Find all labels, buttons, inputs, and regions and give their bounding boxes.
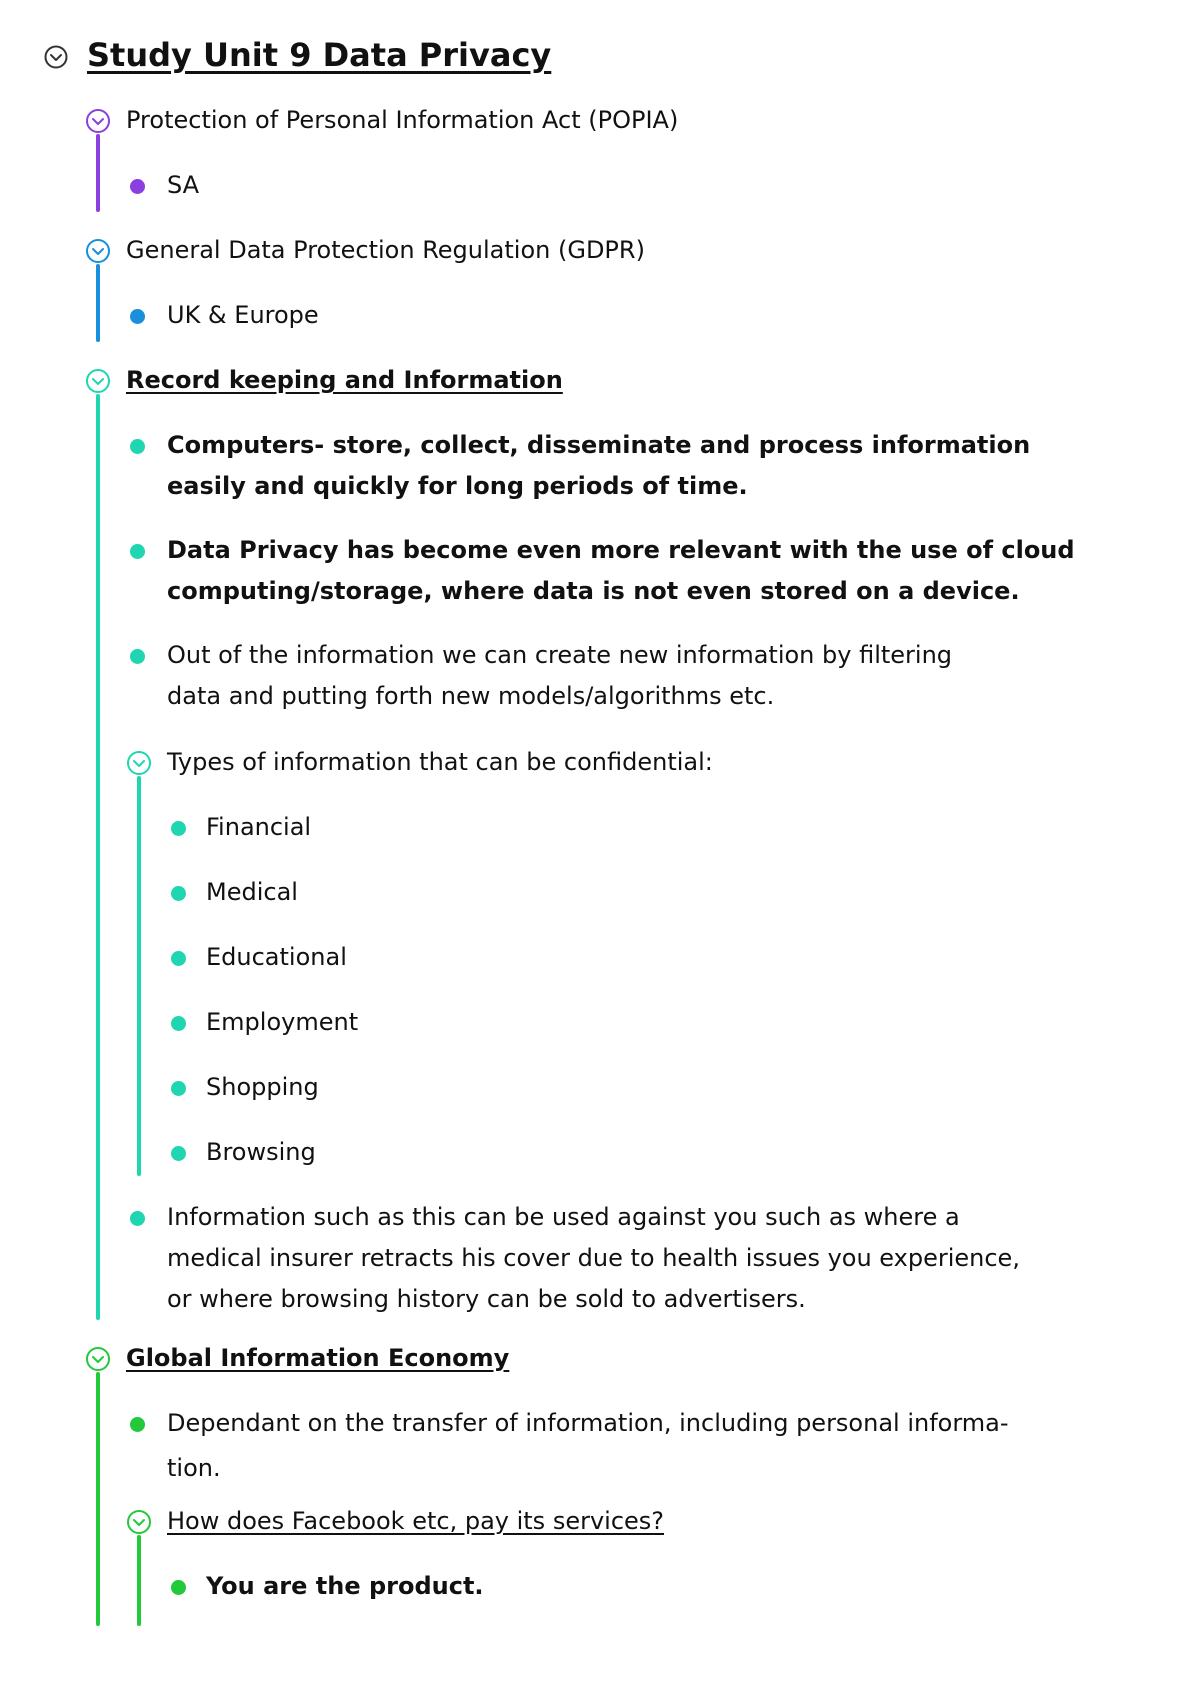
record-bullet-4-line-2: medical insurer retracts his cover due to health issues you experience, xyxy=(167,1244,1020,1272)
types-heading: Types of information that can be confidential: xyxy=(167,748,713,776)
collapse-toggle-icon[interactable] xyxy=(44,45,68,69)
bullet-icon xyxy=(130,649,145,664)
record-bullet-3-line-2: data and putting forth new models/algorithms etc. xyxy=(167,682,775,710)
list-item: Shopping xyxy=(206,1073,319,1101)
bullet-icon xyxy=(130,179,145,194)
popia-connector-line xyxy=(96,134,100,212)
collapse-toggle-icon[interactable] xyxy=(126,750,152,776)
collapse-toggle-icon[interactable] xyxy=(85,238,111,264)
list-item: Educational xyxy=(206,943,347,971)
collapse-toggle-icon[interactable] xyxy=(85,368,111,394)
global-connector-line xyxy=(96,1372,100,1626)
record-bullet-1-line-1: Computers- store, collect, disseminate and process information xyxy=(167,431,1031,459)
global-bullet-1-line-2: tion. xyxy=(167,1454,221,1482)
list-item: Employment xyxy=(206,1008,359,1036)
gdpr-connector-line xyxy=(96,264,100,342)
record-bullet-1-line-2: easily and quickly for long periods of time. xyxy=(167,472,748,500)
bullet-icon xyxy=(171,951,186,966)
bullet-icon xyxy=(130,309,145,324)
record-connector-line xyxy=(96,394,100,1320)
bullet-icon xyxy=(171,1016,186,1031)
list-item: You are the product. xyxy=(206,1572,484,1600)
list-item: SA xyxy=(167,171,200,199)
list-item: Browsing xyxy=(206,1138,316,1166)
facebook-heading: How does Facebook etc, pay its services? xyxy=(167,1507,665,1535)
record-heading: Record keeping and Information xyxy=(126,366,563,394)
list-item: Medical xyxy=(206,878,298,906)
gdpr-heading: General Data Protection Regulation (GDPR) xyxy=(126,236,645,264)
bullet-icon xyxy=(130,439,145,454)
global-bullet-1-line-1: Dependant on the transfer of information, including personal informa- xyxy=(167,1409,1009,1437)
bullet-icon xyxy=(171,1580,186,1595)
collapse-toggle-icon[interactable] xyxy=(126,1509,152,1535)
facebook-connector-line xyxy=(137,1535,141,1626)
bullet-icon xyxy=(130,1211,145,1226)
global-heading: Global Information Economy xyxy=(126,1344,510,1372)
record-bullet-4-line-1: Information such as this can be used against you such as where a xyxy=(167,1203,960,1231)
bullet-icon xyxy=(130,1417,145,1432)
bullet-icon xyxy=(171,1081,186,1096)
record-bullet-2-line-2: computing/storage, where data is not even stored on a device. xyxy=(167,577,1020,605)
record-bullet-4-line-3: or where browsing history can be sold to advertisers. xyxy=(167,1285,806,1313)
collapse-toggle-icon[interactable] xyxy=(85,1346,111,1372)
types-connector-line xyxy=(137,776,141,1176)
popia-heading: Protection of Personal Information Act (POPIA) xyxy=(126,106,679,134)
bullet-icon xyxy=(130,544,145,559)
list-item: UK & Europe xyxy=(167,301,319,329)
collapse-toggle-icon[interactable] xyxy=(85,108,111,134)
bullet-icon xyxy=(171,821,186,836)
bullet-icon xyxy=(171,886,186,901)
list-item: Financial xyxy=(206,813,312,841)
record-bullet-3-line-1: Out of the information we can create new information by filtering xyxy=(167,641,953,669)
record-bullet-2-line-1: Data Privacy has become even more relevant with the use of cloud xyxy=(167,536,1075,564)
bullet-icon xyxy=(171,1146,186,1161)
page-title: Study Unit 9 Data Privacy xyxy=(87,36,552,74)
